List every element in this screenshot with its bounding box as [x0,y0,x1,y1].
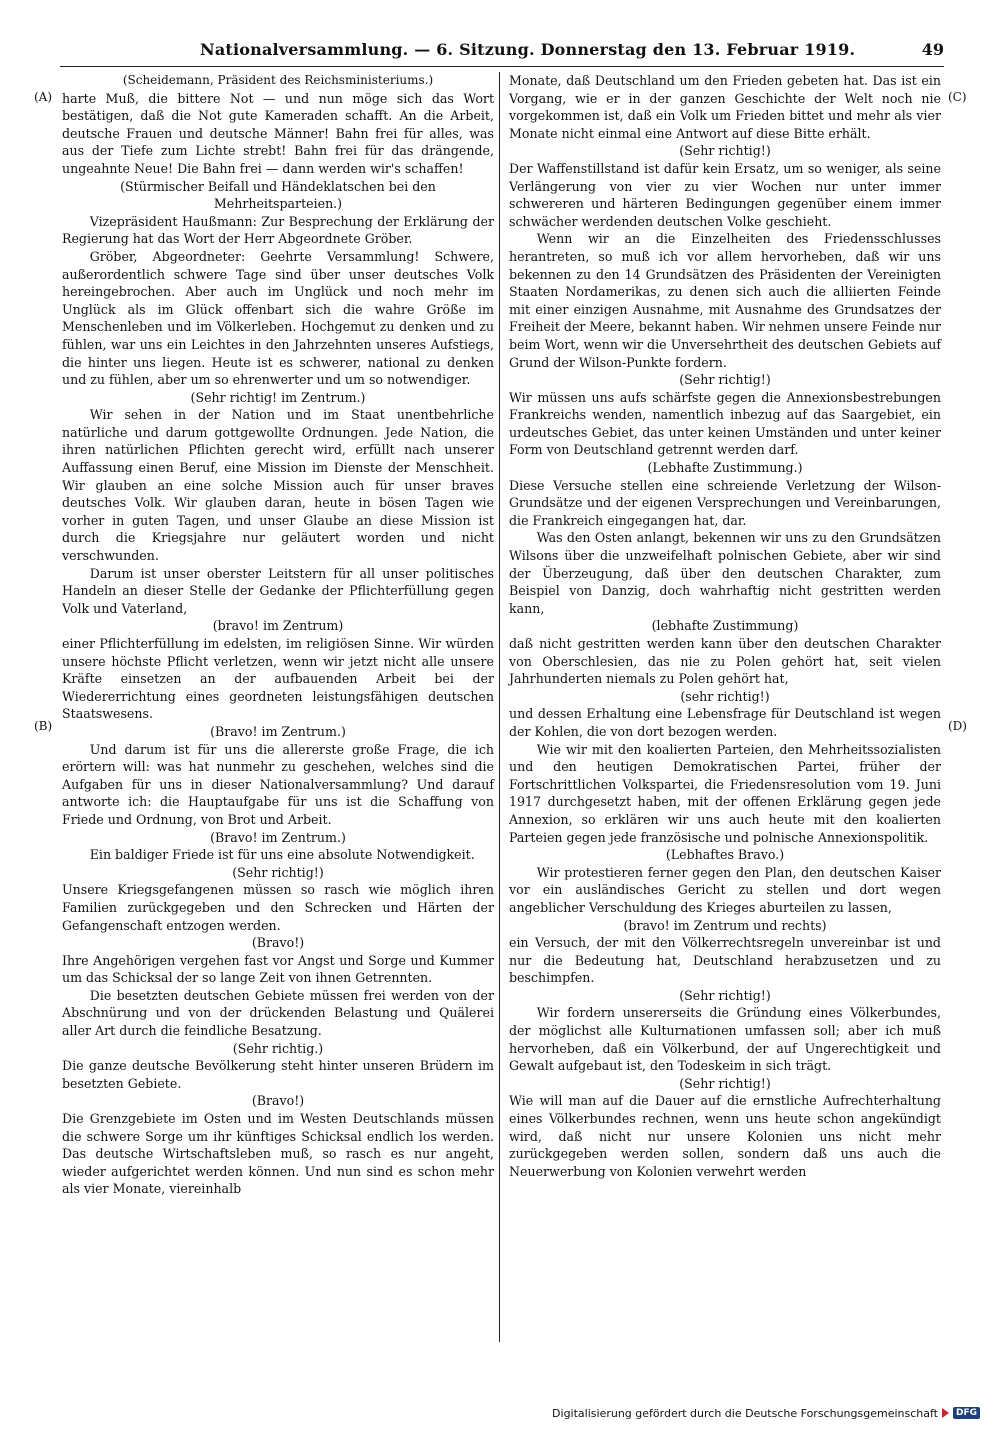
header-title: Nationalversammlung. — 6. Sitzung. Donnerstag den 13. Februar 1919. [200,40,856,59]
paragraph: Wenn wir an die Einzelheiten des Friedensschlusses herantreten, so muß ich vor allem hervorheben, daß wir uns bekennen zu den 14 Grundsätzen des Präsidenten der Vereinigten Staaten Nordamerikas, zu denen sich auch die alliierten Feinde mit einer einzigen Ausnahme, mit Ausnahme des Grundsatzes der Freiheit der Meere, bekannt haben. Wir nehmen unsere Feinde nur beim Wort, wenn wir die Unversehrtheit des deutschen Gebiets auf Grund der Wilson-Punkte fordern. [509,231,941,370]
paragraph: Wir sehen in der Nation und im Staat unentbehrliche natürliche und darum gottgewollte Ordnungen. Jede Nation, die ihren natürlichen Pflichten gerecht wird, erfüllt nach unserer Auffassung einen Beruf, eine Mission im Dienste der Menschheit. Wir glauben an eine solche Mission auch für unser braves deutsches Volk. Wir glauben daran, heute in bösen Tagen wie vorher in guten Tagen, und unser Glaube an diese Mission ist durch die Kriegsjahre nur geläutert worden und nicht verschwunden. [62,407,494,564]
paragraph: Ihre Angehörigen vergehen fast vor Angst und Sorge und Kummer um das Schicksal der so lange Zeit von ihnen Getrennten. [62,952,494,986]
interjection: (Bravo!) [251,935,305,951]
interjection: (Sehr richtig! im Zentrum.) [190,389,366,405]
paragraph: Wir fordern unsererseits die Gründung eines Völkerbundes, der möglichst alle Kulturnationen umfassen soll; aber ich muß hervorheben, daß ein Völkerbund, der auf Ungerechtigkeit und Gewalt aufgebaut ist, den Todeskeim in sich trägt. [509,1005,941,1074]
paragraph: Darum ist unser oberster Leitstern für all unser politisches Handeln an dieser Stelle der Gedanke der Pflichterfüllung gegen Volk und Vaterland, [62,565,494,616]
interjection: (lebhafte Zustimmung) [651,618,799,634]
interjection: (Sehr richtig!) [679,143,771,159]
margin-mark-c: (C) [948,90,967,104]
paragraph: Wie wir mit den koalierten Parteien, den Mehrheitssozialisten und den heutigen Demokratischen Partei, früher der Fortschrittlichen Volkspartei, die Friedensresolution vom 19. Juni 1917 durchgesetzt haben, mit der offenen Erklärung gegen jede Annexion, so erklären wir uns auch heute mit den koalierten Parteien gegen jede französische und polnische Annexionspolitik. [509,741,941,845]
paragraph: Unsere Kriegsgefangenen müssen so rasch wie möglich ihren Familien zurückgegeben und den Schrecken und Härten der Gefangenschaft entzogen werden. [62,882,494,933]
paragraph: Die besetzten deutschen Gebiete müssen frei werden von der Abschnürung und von der drückenden Belastung und Quälerei aller Art durch die feindliche Besatzung. [62,987,494,1039]
paragraph: Die Grenzgebiete im Osten und im Westen Deutschlands müssen die schwere Sorge um ihr künftiges Schicksal endlich los werden. Das deutsche Wirtschaftsleben muß, so rasch es nur angeht, wieder aufgerichtet werden können. Und nun sind es schon mehr als vier Monate, viereinhalb [62,1111,494,1197]
paragraph: Vizepräsident Haußmann: Zur Besprechung der Erklärung der Regierung hat das Wort der Herr Abgeordnete Gröber. [62,213,494,247]
interjection: (Scheidemann, Präsident des Reichsministeriums.) [122,73,434,87]
interjection: (Bravo! im Zentrum.) [210,723,346,739]
paragraph: Der Waffenstillstand ist dafür kein Ersatz, um so weniger, als seine Verlängerung von vier zu vier Wochen nur unter immer schwereren und härteren Bedingungen gegenüber einem immer schwächer werdenden deutschen Volke geschieht. [509,160,941,229]
interjection: (bravo! im Zentrum und rechts) [623,917,827,933]
left-text-column [62,72,494,1198]
column-divider [499,72,500,1342]
dfg-logo: DFG [953,1407,980,1419]
dfg-arrow-icon [942,1408,949,1418]
interjection: (Stürmischer Beifall und Händeklatschen bei den Mehrheitsparteien.) [120,178,436,212]
paragraph: Wie will man auf die Dauer auf die ernstliche Aufrechterhaltung eines Völkerbundes rechnen, wenn uns heute schon angekündigt wird, daß nicht nur unsere Kolonien uns nicht mehr zurückgegeben werden sollen, sondern daß uns auch die Neuerwerbung von Kolonien verwehrt werden [509,1093,941,1179]
paragraph: Ein baldiger Friede ist für uns eine absolute Notwendigkeit. [89,847,475,863]
paragraph: Wir müssen uns aufs schärfste gegen die Annexionsbestrebungen Frankreichs wenden, namentlich inbezug auf das Saargebiet, ein urdeutsches Gebiet, das unter keinen Umständen und unter keiner Form von Deutschland getrennt werden darf. [509,389,941,458]
margin-mark-b: (B) [34,719,53,733]
paragraph: Die ganze deutsche Bevölkerung steht hinter unseren Brüdern im besetzten Gebiete. [62,1058,494,1091]
paragraph: Was den Osten anlangt, bekennen wir uns zu den Grundsätzen Wilsons über die unzweifelhaft polnischen Gebiete, aber wir sind der Überzeugung, daß über den deutschen Charakter, zum Beispiel von Danzig, doch wahrhaftig nicht gestritten werden kann, [509,530,941,616]
margin-mark-a: (A) [34,90,53,104]
page-header [60,38,944,62]
paragraph: einer Pflichterfüllung im edelsten, im religiösen Sinne. Wir würden unsere höchste Pflicht verletzen, wenn wir jetzt nicht alle unsere Kräfte einsetzen an der aufbauenden Arbeit bei der Wiedererrichtung eines geordneten leistungsfähigen deutschen Staatswesens. [62,636,494,722]
paragraph: ein Versuch, der mit den Völkerrechtsregeln unvereinbar ist und nur die Bedeutung hat, Deutschland herabzusetzen und zu beschimpfen. [509,935,941,986]
paragraph: und dessen Erhaltung eine Lebensfrage für Deutschland ist wegen der Kohlen, die von dort bezogen werden. [509,706,941,739]
interjection: (Sehr richtig!) [679,1075,771,1091]
paragraph: Wir protestieren ferner gegen den Plan, den deutschen Kaiser vor ein ausländisches Gericht zu stellen und dort wegen angeblicher Verschuldung des Krieges aburteilen zu lassen, [509,864,941,915]
paragraph: harte Muß, die bittere Not — und nun möge sich das Wort bestätigen, daß die Not gute Kameraden schafft. An die Arbeit, deutsche Frauen und deutsche Männer! Bahn frei für alles, was aus der Tiefe zum Lichte strebt! Bahn frei für das drängende, ungeahnte Neue! Die Bahn frei — dann werden wir's schaffen! [62,90,494,176]
interjection: (bravo! im Zentrum) [212,618,344,634]
paragraph: Gröber, Abgeordneter: Geehrte Versammlung! Schwere, außerordentlich schwere Tage sind über unser deutsches Volk hereingebrochen. Aber auch im Unglück und noch mehr im Unglück als im Glück offenbart sich die wahre Größe im Menschenleben und im Völkerleben. Hochgemut zu denken und zu fühlen, war uns ein Leichtes in den Jahrzehnten unseres Aufstiegs, die hinter uns liegen. Heute ist es schwerer, national zu denken und zu fühlen, aber um so ehrenwerter und um so notwendiger. [62,248,494,388]
interjection: (Lebhaftes Bravo.) [665,847,785,863]
page-number: 49 [921,40,944,59]
interjection: (Sehr richtig!) [232,864,324,880]
interjection: (Sehr richtig!) [679,987,771,1003]
paragraph: Und darum ist für uns die allererste große Frage, die ich erörtern will: was hat nunmehr zu geschehen, welches sind die Aufgaben für uns in dieser Nationalversammlung? Und darauf antworte ich: die Hauptaufgabe für uns ist die Schaffung von Friede und Ordnung, von Brot und Arbeit. [62,741,494,827]
interjection: (Sehr richtig!) [679,372,771,388]
right-text-column [509,72,941,1180]
interjection: (sehr richtig!) [680,688,770,704]
interjection: (Lebhafte Zustimmung.) [647,460,803,476]
interjection: (Bravo! im Zentrum.) [210,829,346,845]
paragraph: Monate, daß Deutschland um den Frieden gebeten hat. Das ist ein Vorgang, wie er in der ganzen Geschichte der Welt noch nie vorgekommen ist, daß ein Volk um Frieden bittet und mehr als vier Monate nicht einmal eine Antwort auf diese Bitte erhält. [509,73,941,141]
footer [552,1405,980,1421]
interjection: (Sehr richtig.) [232,1040,324,1056]
footer-credit: Digitalisierung gefördert durch die Deutsche Forschungsgemeinschaft [552,1406,938,1420]
paragraph: Diese Versuche stellen eine schreiende Verletzung der Wilson-Grundsätze und der eigenen Versprechungen und Vereinbarungen, die Frankreich eingegangen hat, dar. [509,477,941,528]
margin-mark-d: (D) [948,719,967,733]
paragraph: daß nicht gestritten werden kann über den deutschen Charakter von Oberschlesien, das nie zu Polen gehört hat, seit vielen Jahrhunderten niemals zu Polen gehört hat, [509,636,941,687]
interjection: (Bravo!) [251,1093,305,1109]
header-rule [60,66,944,67]
